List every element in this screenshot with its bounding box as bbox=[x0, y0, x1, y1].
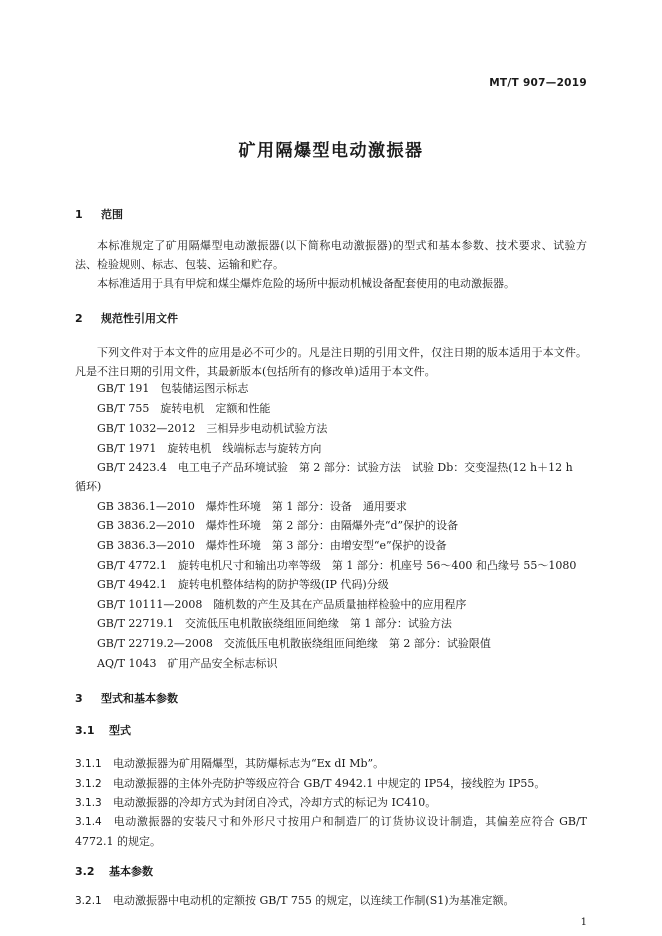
subsection-3-2-heading bbox=[75, 863, 587, 879]
section-number: 1 bbox=[75, 208, 83, 221]
clause-3-1-3 bbox=[75, 793, 587, 813]
section-number: 2 bbox=[75, 312, 83, 325]
subsection-title: 型式 bbox=[109, 724, 131, 737]
section-3-heading bbox=[75, 690, 178, 706]
clause-3-1-2 bbox=[75, 774, 587, 794]
standard-code: MT/T 907—2019 bbox=[489, 77, 587, 89]
subsection-number: 3.1 bbox=[75, 724, 95, 737]
reference-item: GB 3836.1—2010 爆炸性环境 第 1 部分：设备 通用要求 bbox=[97, 500, 407, 513]
reference-item: GB 3836.3—2010 爆炸性环境 第 3 部分：由增安型“e”保护的设备 bbox=[97, 539, 447, 552]
clause-text: 电动激振器的主体外壳防护等级应符合 GB/T 4942.1 中规定的 IP54，接线腔为 IP55。 bbox=[113, 777, 546, 790]
reference-item: GB/T 1971 旋转电机 线端标志与旋转方向 bbox=[97, 442, 322, 455]
section-1-heading bbox=[75, 206, 123, 222]
clause-number: 3.1.1 bbox=[75, 758, 102, 770]
clause-text: 电动激振器的冷却方式为封闭自冷式，冷却方式的标记为 IC410。 bbox=[113, 796, 437, 809]
section-number: 3 bbox=[75, 692, 83, 705]
clause-number: 3.1.4 bbox=[75, 816, 102, 828]
section-2-intro: 下列文件对于本文件的应用是必不可少的。凡是注日期的引用文件，仅注日期的版本适用于本文件。凡是不注日期的引用文件，其最新版本(包括所有的修改单)适用于本文件。 bbox=[75, 346, 587, 378]
reference-item: GB/T 4772.1 旋转电机尺寸和输出功率等级 第 1 部分：机座号 56～400 和凸缘号 55～1080 bbox=[97, 559, 577, 572]
clause-3-2-1 bbox=[75, 891, 587, 911]
section-1-paragraph-2: 本标准适用于具有甲烷和煤尘爆炸危险的场所中振动机械设备配套使用的电动激振器。 bbox=[97, 277, 515, 290]
document-title: 矿用隔爆型电动激振器 bbox=[238, 141, 424, 161]
reference-item: GB/T 1032—2012 三相异步电动机试验方法 bbox=[97, 422, 328, 435]
reference-item: AQ/T 1043 矿用产品安全标志标识 bbox=[97, 657, 278, 670]
reference-item: GB/T 191 包装储运图示标志 bbox=[97, 382, 249, 395]
clause-number: 3.2.1 bbox=[75, 895, 102, 907]
clause-3-1-4 bbox=[75, 812, 587, 851]
clause-text: 电动激振器中电动机的定额按 GB/T 755 的规定，以连续工作制(S1)为基准定额。 bbox=[113, 894, 515, 907]
reference-item: GB/T 22719.1 交流低压电机散嵌绕组匝间绝缘 第 1 部分：试验方法 bbox=[97, 617, 452, 630]
reference-item: GB/T 22719.2—2008 交流低压电机散嵌绕组匝间绝缘 第 2 部分：试验限值 bbox=[97, 637, 491, 650]
clause-text: 电动激振器为矿用隔爆型，其防爆标志为“Ex dI Mb”。 bbox=[113, 757, 385, 770]
subsection-title: 基本参数 bbox=[109, 865, 153, 878]
reference-item: GB 3836.2—2010 爆炸性环境 第 2 部分：由隔爆外壳“d”保护的设备 bbox=[97, 519, 459, 532]
section-3-2-block bbox=[75, 863, 587, 911]
clause-number: 3.1.2 bbox=[75, 778, 102, 790]
reference-item: GB/T 755 旋转电机 定额和性能 bbox=[97, 402, 271, 415]
reference-item: GB/T 4942.1 旋转电机整体结构的防护等级(IP 代码)分级 bbox=[97, 578, 389, 591]
section-1-paragraph-1: 本标准规定了矿用隔爆型电动激振器(以下简称电动激振器)的型式和基本参数、技术要求、试验方法、检验规则、标志、包装、运输和贮存。 bbox=[75, 239, 587, 271]
section-title: 规范性引用文件 bbox=[101, 312, 178, 325]
clause-text: 电动激振器的安装尺寸和外形尺寸按用户和制造厂的订货协议设计制造，其偏差应符合 GB/T 4772.1 的规定。 bbox=[75, 815, 587, 848]
reference-item: GB/T 2423.4 电工电子产品环境试验 第 2 部分：试验方法 试验 Db：交变湿热(12 h＋12 h 循环) bbox=[75, 461, 573, 493]
subsection-number: 3.2 bbox=[75, 865, 95, 878]
reference-item: GB/T 10111—2008 随机数的产生及其在产品质量抽样检验中的应用程序 bbox=[97, 598, 467, 611]
section-title: 型式和基本参数 bbox=[101, 692, 178, 705]
clause-number: 3.1.3 bbox=[75, 797, 102, 809]
subsection-3-1-heading bbox=[75, 722, 131, 738]
section-title: 范围 bbox=[101, 208, 123, 221]
section-2-heading bbox=[75, 310, 178, 326]
clause-3-1-1 bbox=[75, 754, 587, 774]
page-number: 1 bbox=[580, 917, 587, 928]
